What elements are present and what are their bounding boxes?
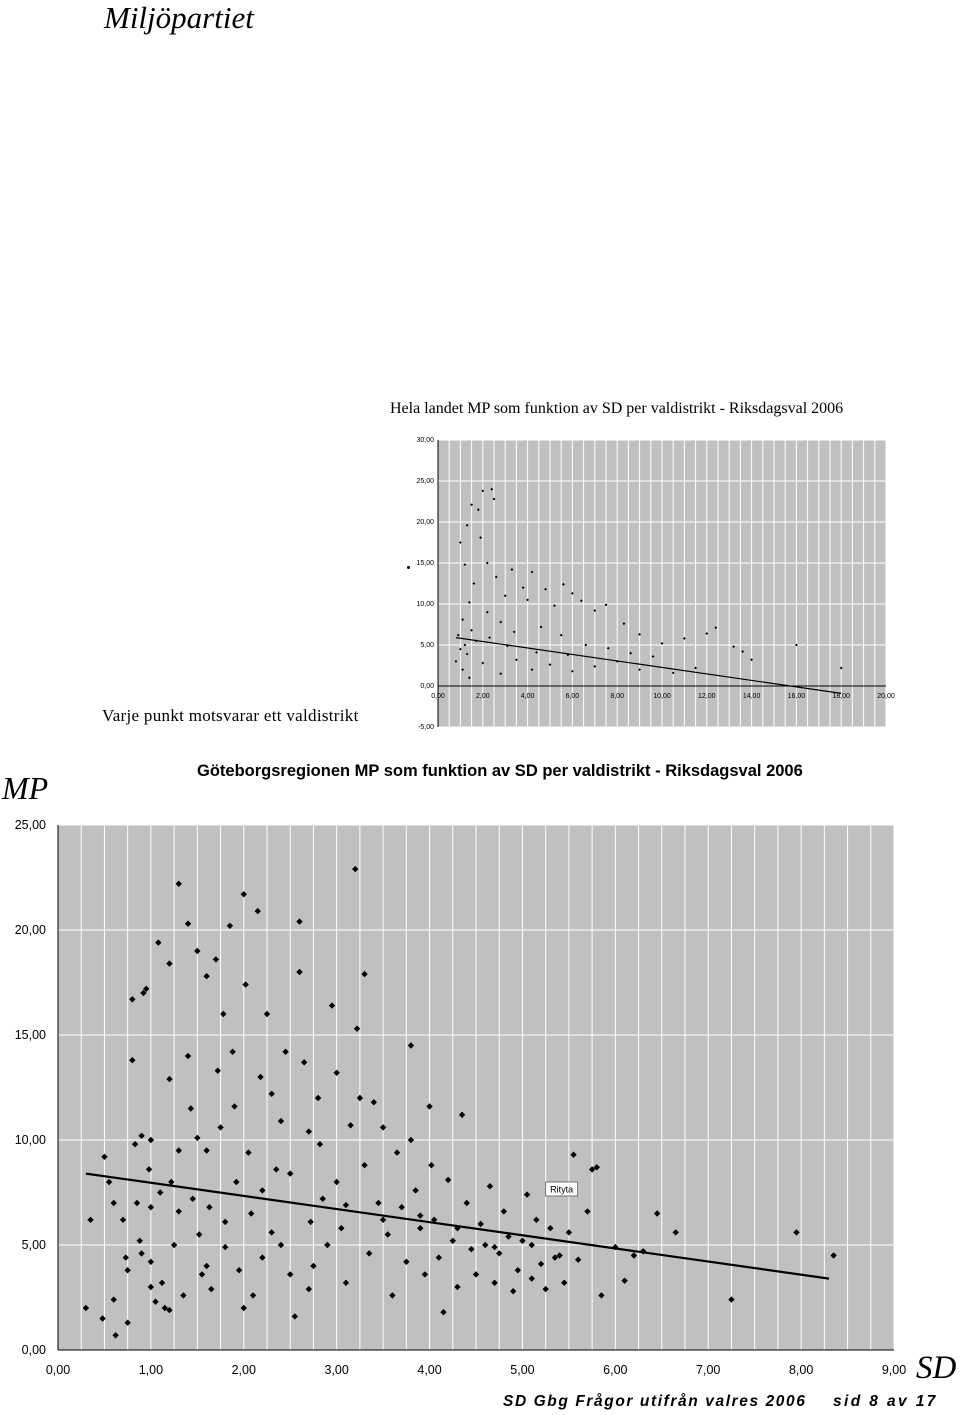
chart2-x-tick-label: 6,00 (603, 1363, 628, 1377)
chart2-x-tick-label: 4,00 (417, 1363, 442, 1377)
chart2-x-tick-label: 8,00 (788, 1363, 814, 1377)
chart2-y-tick-label: 15,00 (14, 1028, 46, 1042)
chart1-x-tick-label: 16,00 (787, 693, 806, 700)
page-title: Miljöpartiet (104, 0, 254, 35)
chart1-y-tick-label: 0,00 (420, 683, 434, 690)
chart1-x-tick-label: 4,00 (520, 693, 535, 700)
chart2-x-tick-label: 3,00 (324, 1363, 349, 1377)
chart1-x-tick-label: 2,00 (475, 693, 490, 700)
chart1-y-tick-label: 30,00 (416, 437, 434, 444)
chart2-x-tick-label: 9,00 (881, 1363, 907, 1377)
chart1-x-tick-label: 20,00 (877, 693, 895, 700)
point-note: Varje punkt motsvarar ett valdistrikt (102, 706, 359, 725)
x-axis-party-label: SD (916, 1350, 957, 1386)
chart1-y-tick-label: 25,00 (416, 478, 434, 485)
footer-page-number: sid 8 av 17 (833, 1393, 938, 1410)
chart2-y-tick-label: 25,00 (14, 818, 46, 832)
chart1-y-tick-label: 10,00 (416, 601, 434, 608)
chart2-scatter-plot (0, 760, 960, 1415)
chart1-x-tick-label: 14,00 (742, 693, 761, 700)
chart2-annotation-label: Rityta (550, 1184, 574, 1195)
chart1-x-tick-label: 18,00 (832, 693, 850, 700)
chart2-y-tick-label: 5,00 (21, 1238, 46, 1252)
chart2-x-tick-label: 5,00 (510, 1363, 535, 1377)
chart2-y-tick-label: 0,00 (21, 1343, 46, 1357)
chart1-title: Hela landet MP som funktion av SD per valdistrikt - Riksdagsval 2006 (390, 400, 844, 417)
chart2-title: Göteborgsregionen MP som funktion av SD per valdistrikt - Riksdagsval 2006 (197, 762, 803, 780)
chart1-x-tick-label: 12,00 (698, 693, 716, 700)
chart2-y-tick-label: 20,00 (14, 923, 46, 937)
chart1-x-tick-label: 10,00 (653, 693, 671, 700)
chart2-x-tick-label: 0,00 (45, 1363, 71, 1377)
chart1-y-tick-label: 15,00 (416, 560, 434, 567)
chart1-y-tick-label: -5,00 (418, 724, 434, 731)
chart2-y-tick-label: 10,00 (14, 1133, 46, 1147)
chart2-x-tick-label: 2,00 (231, 1363, 256, 1377)
chart1-y-tick-label: 20,00 (416, 519, 434, 526)
chart2-x-tick-label: 7,00 (696, 1363, 721, 1377)
chart1-x-tick-label: 6,00 (565, 693, 580, 700)
chart1-y-tick-label: 5,00 (420, 642, 434, 649)
footer-text: SD Gbg Frågor utifrån valres 2006 (503, 1393, 807, 1410)
chart2-x-tick-label: 1,00 (138, 1363, 164, 1377)
y-axis-party-label: MP (2, 770, 49, 806)
chart1-x-tick-label: 0,00 (431, 693, 445, 700)
chart1-x-tick-label: 8,00 (610, 693, 625, 700)
